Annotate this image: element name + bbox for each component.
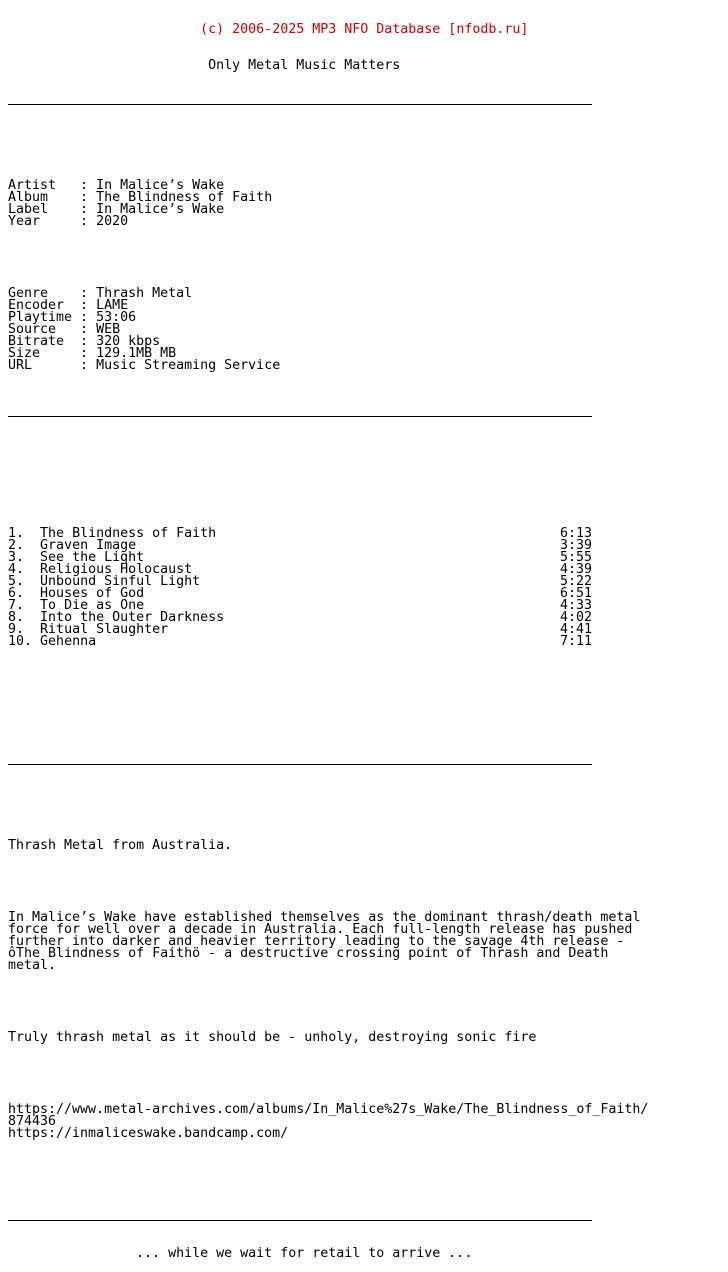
info-key: Label — [8, 202, 73, 217]
blank-line — [8, 792, 648, 804]
field-separator: : — [72, 322, 97, 337]
footer-note: ... while we wait for retail to arrive ... — [136, 1246, 473, 1261]
tech-value: 129.1MB MB — [96, 346, 177, 361]
field-separator: : — [72, 346, 97, 361]
tracklist — [8, 528, 648, 648]
info-value: In Malice’s Wake — [96, 178, 225, 193]
description-body — [8, 912, 648, 972]
track-number: 10. — [8, 634, 33, 649]
track-title: Unbound Sinful Light — [40, 574, 201, 589]
link-line: https://www.metal-archives.com/albums/In_Malice%27s_Wake/The_Blindness_of_Faith/ — [8, 1102, 649, 1117]
technical-info — [8, 288, 648, 372]
tech-value: LAME — [96, 298, 129, 313]
blank-line — [8, 720, 648, 732]
tech-key: Source — [8, 322, 73, 337]
blank-line — [8, 876, 648, 888]
field-separator: : — [72, 310, 97, 325]
info-key: Year — [8, 214, 73, 229]
divider-tracklist-bottom — [8, 756, 648, 768]
blank-line — [8, 132, 648, 144]
info-value: The Blindness of Faith — [96, 190, 273, 205]
track-duration: 5:55 — [559, 550, 592, 565]
copyright-text: (c) 2006-2025 MP3 NFO Database [nfodb.ru] — [200, 22, 529, 37]
description-line: further into darker and heavier territory leading to the savage 4th release - — [8, 934, 625, 949]
blank-line — [8, 480, 648, 492]
tech-key: Playtime — [8, 310, 73, 325]
description-intro: Thrash Metal from Australia. — [8, 838, 233, 853]
track-duration: 7:11 — [559, 634, 592, 649]
track-duration: 4:41 — [559, 622, 592, 637]
blank-line — [8, 444, 648, 456]
track-title: Ritual Slaughter — [40, 622, 169, 637]
track-title: Houses of God — [40, 586, 145, 601]
track-title: To Die as One — [40, 598, 145, 613]
divider-bottom — [8, 1212, 648, 1224]
tech-key: Genre — [8, 286, 73, 301]
tech-row — [8, 360, 648, 372]
track-duration: 4:39 — [559, 562, 592, 577]
track-duration: 5:22 — [559, 574, 592, 589]
track-title: Religious Holocaust — [40, 562, 193, 577]
field-separator: : — [72, 214, 97, 229]
info-row — [8, 216, 648, 228]
blank-line — [8, 996, 648, 1008]
description-closing: Truly thrash metal as it should be - unholy, destroying sonic fire — [8, 1030, 537, 1045]
blank-line — [8, 1068, 648, 1080]
link-line: https://inmaliceswake.bandcamp.com/ — [8, 1126, 289, 1141]
field-separator: : — [72, 358, 97, 373]
nfo-document — [8, 0, 648, 1272]
link-line: 874436 — [8, 1114, 57, 1129]
description-line: In Malice’s Wake have established themselves as the dominant thrash/death metal — [8, 910, 641, 925]
blank-line — [8, 684, 648, 696]
footer-line — [8, 1248, 648, 1260]
info-value: In Malice’s Wake — [96, 202, 225, 217]
tech-value: Thrash Metal — [96, 286, 193, 301]
track-title: See the Light — [40, 550, 145, 565]
track-duration: 4:33 — [559, 598, 592, 613]
divider-tracklist-top — [8, 408, 648, 420]
track-number: 1. — [8, 526, 33, 541]
track-number: 9. — [8, 622, 33, 637]
track-number: 6. — [8, 586, 33, 601]
field-separator: : — [72, 334, 97, 349]
tech-value: Music Streaming Service — [96, 358, 281, 373]
blank-line — [8, 1176, 648, 1188]
tech-key: URL — [8, 358, 73, 373]
tech-value: WEB — [96, 322, 121, 337]
track-number: 2. — [8, 538, 33, 553]
track-title: Graven Image — [40, 538, 137, 553]
info-key: Album — [8, 190, 73, 205]
track-duration: 6:51 — [559, 586, 592, 601]
info-key: Artist — [8, 178, 73, 193]
copyright-line — [8, 24, 648, 36]
field-separator: : — [72, 286, 97, 301]
blank-line — [8, 252, 648, 264]
description-line: ôThe Blindness of Faithö - a destructive crossing point of Thrash and Death — [8, 946, 609, 961]
field-separator: : — [72, 190, 97, 205]
links-block — [8, 1104, 648, 1140]
description-line: metal. — [8, 958, 57, 973]
tech-key: Encoder — [8, 298, 73, 313]
info-value: 2020 — [96, 214, 129, 229]
tech-key: Bitrate — [8, 334, 73, 349]
track-number: 5. — [8, 574, 33, 589]
track-number: 8. — [8, 610, 33, 625]
track-number: 7. — [8, 598, 33, 613]
track-duration: 6:13 — [559, 526, 592, 541]
divider-top — [8, 96, 648, 108]
track-row — [8, 636, 592, 648]
track-title: The Blindness of Faith — [40, 526, 217, 541]
track-number: 3. — [8, 550, 33, 565]
field-separator: : — [72, 178, 97, 193]
tech-value: 320 kbps — [96, 334, 161, 349]
track-title: Gehenna — [40, 634, 97, 649]
track-duration: 3:39 — [559, 538, 592, 553]
tech-key: Size — [8, 346, 73, 361]
release-info — [8, 180, 648, 228]
track-duration: 4:02 — [559, 610, 592, 625]
description-line: force for well over a decade in Australia. Each full-length release has pushed — [8, 922, 633, 937]
tagline-text: Only Metal Music Matters — [208, 58, 401, 73]
track-title: Into the Outer Darkness — [40, 610, 225, 625]
track-number: 4. — [8, 562, 33, 577]
field-separator: : — [72, 298, 97, 313]
field-separator: : — [72, 202, 97, 217]
tagline-line — [8, 60, 648, 72]
tech-value: 53:06 — [96, 310, 137, 325]
